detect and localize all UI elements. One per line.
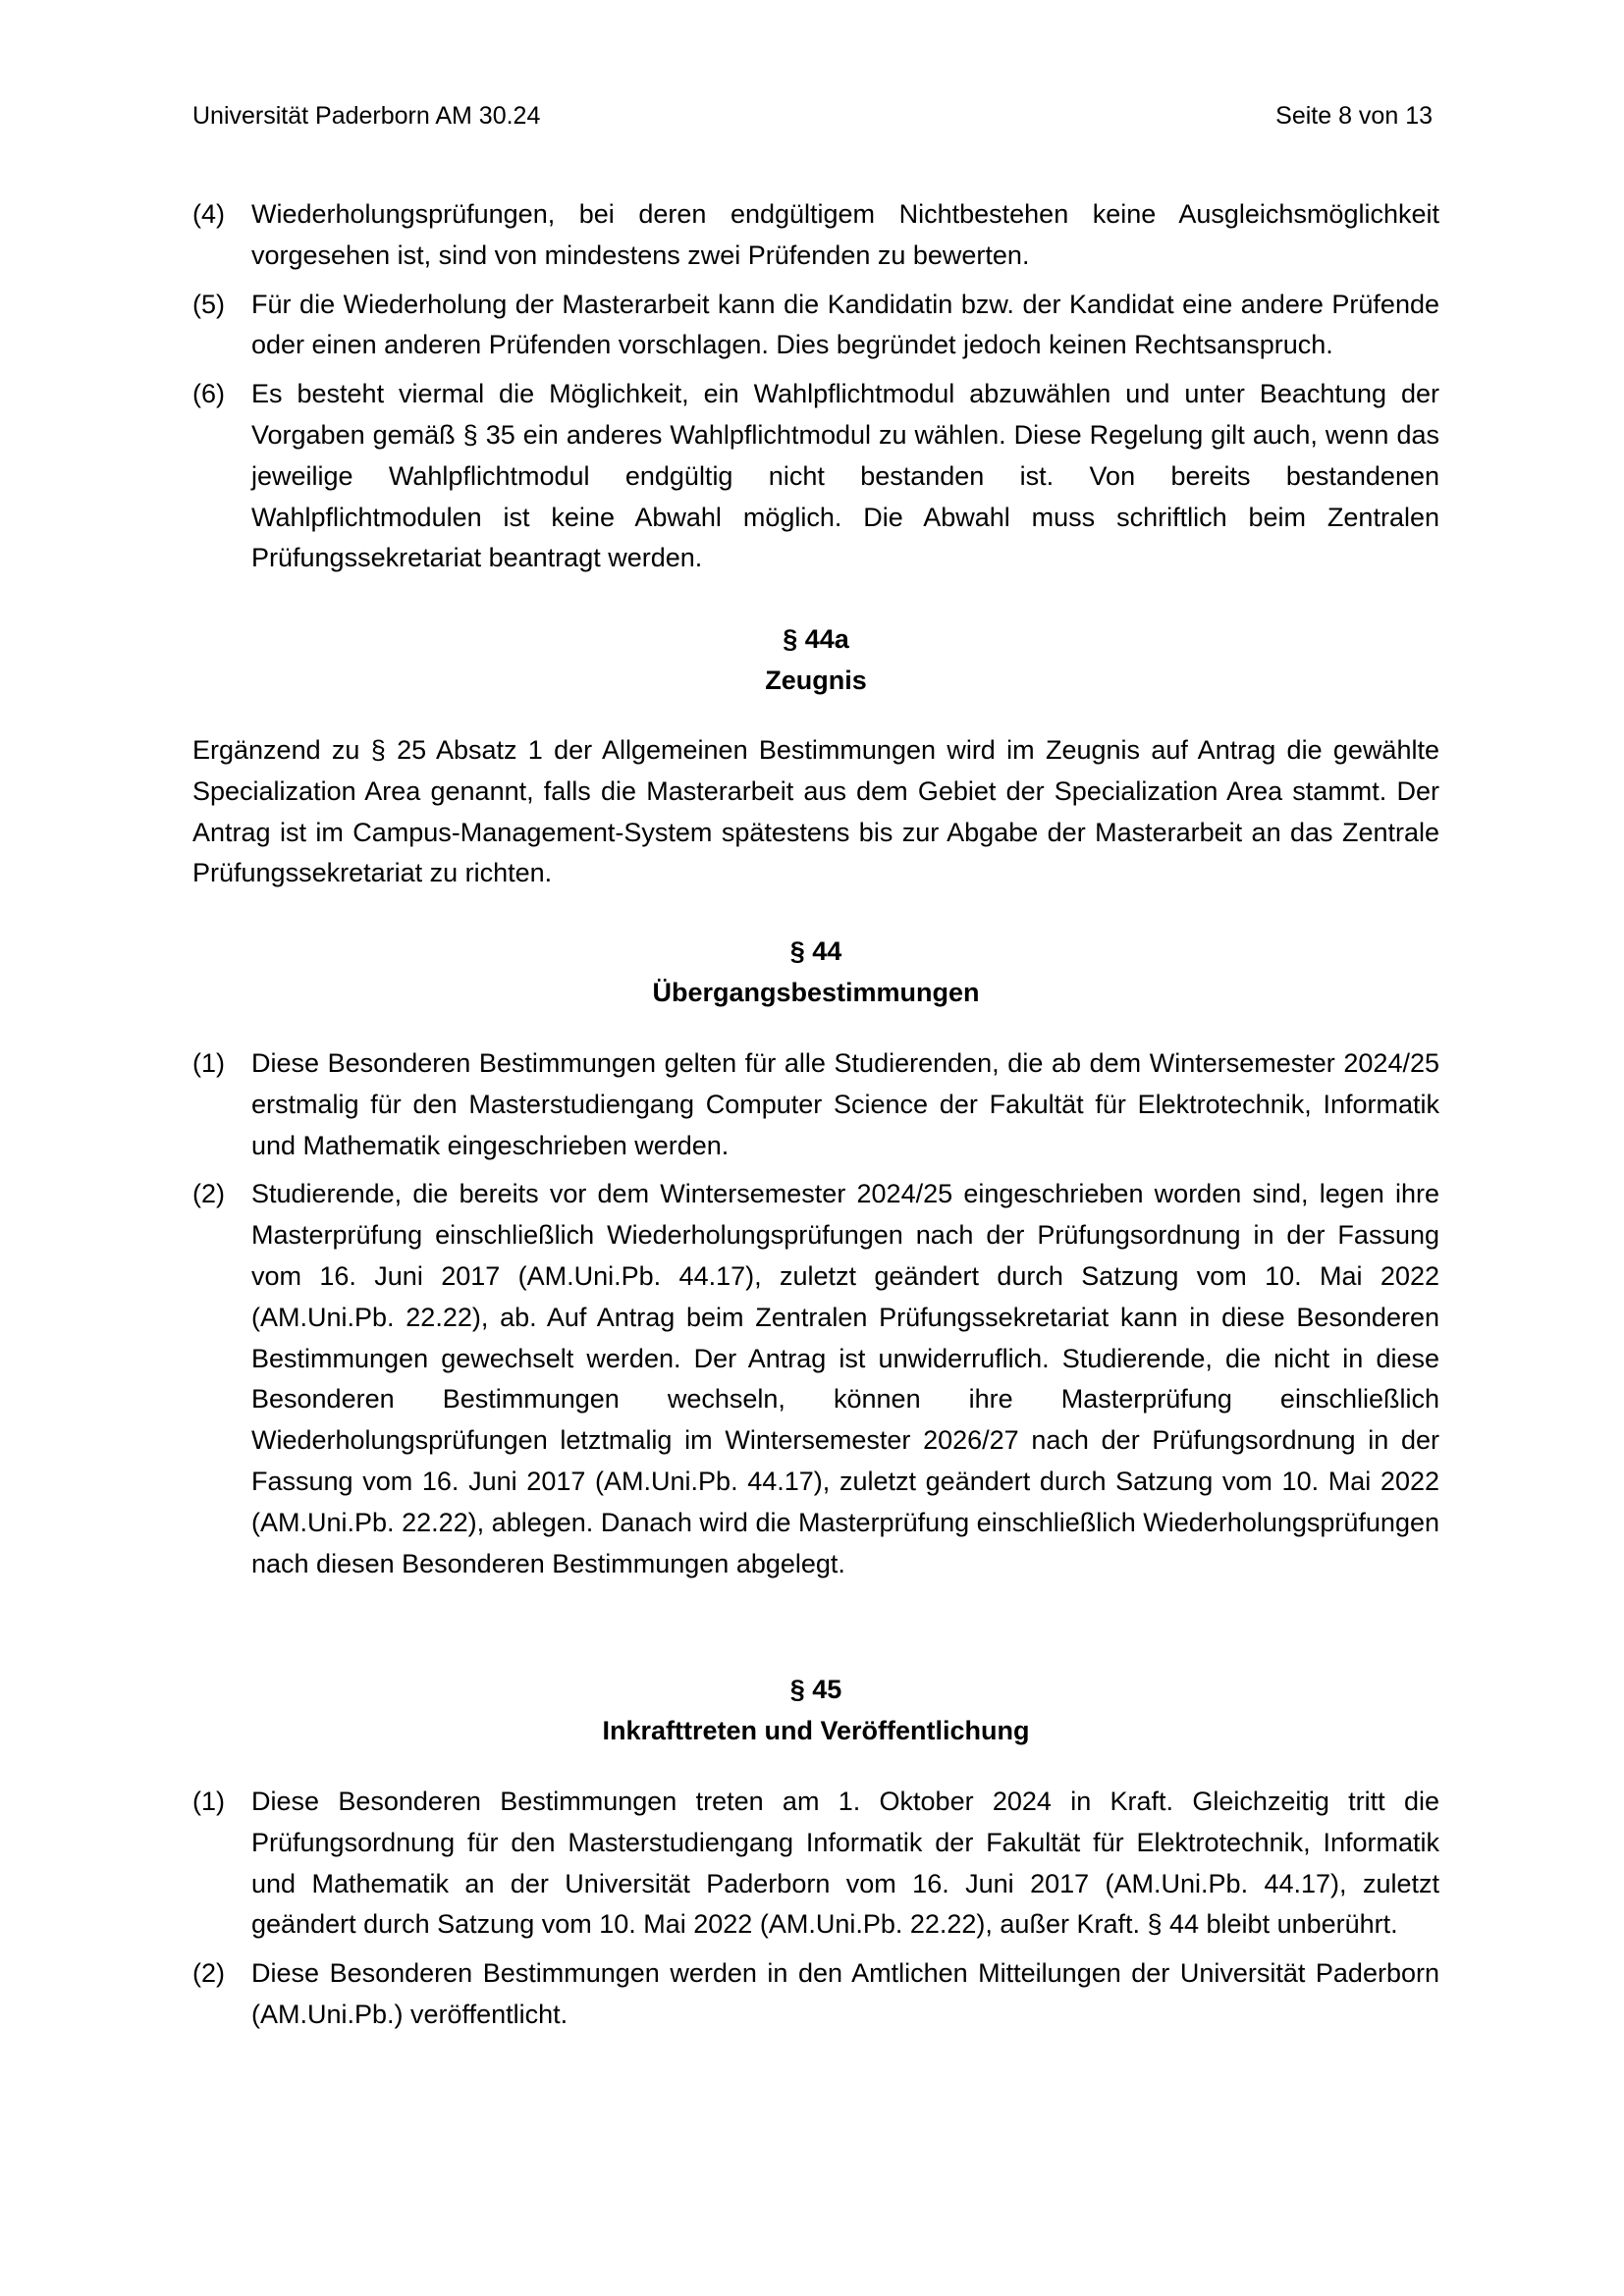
section-heading-44a xyxy=(192,618,1439,701)
section-44a-body xyxy=(192,730,1439,894)
section-heading-45 xyxy=(192,1669,1439,1751)
section-number: § 44a xyxy=(783,624,849,654)
header-publication: Universität Paderborn AM 30.24 xyxy=(192,102,541,130)
item-number: (2) xyxy=(192,1958,225,1989)
item-number: (2) xyxy=(192,1179,225,1209)
list-item xyxy=(192,1043,1439,1166)
item-text: Diese Besonderen Bestimmungen gelten für alle Studierenden, die ab dem Wintersemester 2024/25 erstmalig für den Masterstudiengang Computer Science der Fakultät für Elektrotechnik, Informatik und Mathematik eingeschrieben werden. xyxy=(251,1048,1439,1160)
item-text: Diese Besonderen Bestimmungen werden in den Amtlichen Mitteilungen der Universität Paderborn (AM.Uni.Pb.) veröffentlicht. xyxy=(251,1958,1439,2029)
item-text: Wiederholungsprüfungen, bei deren endgültigem Nichtbestehen keine Ausgleichsmöglichkeit vorgesehen ist, sind von mindestens zwei Prüfenden zu bewerten. xyxy=(251,199,1439,270)
item-text: Diese Besonderen Bestimmungen treten am 1. Oktober 2024 in Kraft. Gleichzeitig tritt die Prüfungsordnung für den Masterstudiengang Informatik der Fakultät für Elektrotechnik, Informatik und Mathematik an der Universität Paderborn vom 16. Juni 2017 (AM.Uni.Pb. 44.17), zuletzt geändert durch Satzung vom 10. Mai 2022 (AM.Uni.Pb. 22.22), außer Kraft. § 44 bleibt unberührt. xyxy=(251,1787,1439,1940)
item-text: Es besteht viermal die Möglichkeit, ein Wahlpflichtmodul abzuwählen und unter Beachtung der Vorgaben gemäß § 35 ein anderes Wahlpflichtmodul zu wählen. Diese Regelung gilt auch, wenn das jeweilige Wahlpflichtmodul endgültig nicht bestanden ist. Von bereits bestandenen Wahlpflichtmodulen ist keine Abwahl möglich. Die Abwahl muss schriftlich beim Zentralen Prüfungssekretariat beantragt werden. xyxy=(251,379,1439,573)
list-item xyxy=(192,1953,1439,2036)
paragraph-text: Ergänzend zu § 25 Absatz 1 der Allgemeinen Bestimmungen wird im Zeugnis auf Antrag die gewählte Specialization Area genannt, falls die Masterarbeit aus dem Gebiet der Specialization Area stammt. Der Antrag ist im Campus-Management-System spätestens bis zur Abgabe der Masterarbeit an das Zentrale Prüfungssekretariat zu richten. xyxy=(192,735,1439,888)
item-number: (1) xyxy=(192,1048,225,1078)
header-page-number: Seite 8 von 13 xyxy=(1275,102,1433,130)
item-text: Für die Wiederholung der Masterarbeit kann die Kandidatin bzw. der Kandidat eine andere Prüfende oder einen anderen Prüfenden vorschlagen. Dies begründet jedoch keinen Rechtsanspruch. xyxy=(251,289,1439,360)
section-title: Übergangsbestimmungen xyxy=(652,978,980,1007)
paragraph-list-continued xyxy=(192,194,1439,579)
section-number: § 44 xyxy=(789,936,842,966)
item-number: (1) xyxy=(192,1787,225,1816)
list-item xyxy=(192,374,1439,579)
section-number: § 45 xyxy=(789,1675,842,1704)
item-number: (4) xyxy=(192,199,225,229)
section-45-body xyxy=(192,1782,1439,2036)
list-item xyxy=(192,285,1439,367)
section-title: Zeugnis xyxy=(765,666,867,695)
section-heading-44 xyxy=(192,931,1439,1013)
list-item xyxy=(192,1174,1439,1584)
item-number: (5) xyxy=(192,289,225,319)
list-item xyxy=(192,1782,1439,1946)
list-item xyxy=(192,194,1439,277)
page-header xyxy=(192,100,1433,132)
section-44-body xyxy=(192,1043,1439,1584)
item-number: (6) xyxy=(192,379,225,409)
section-title: Inkrafttreten und Veröffentlichung xyxy=(602,1716,1030,1745)
item-text: Studierende, die bereits vor dem Wintersemester 2024/25 eingeschrieben worden sind, legen ihre Masterprüfung einschließlich Wiederholungsprüfungen nach der Prüfungsordnung in der Fassung vom 16. Juni 2017 (AM.Uni.Pb. 44.17), zuletzt geändert durch Satzung vom 10. Mai 2022 (AM.Uni.Pb. 22.22), ab. Auf Antrag beim Zentralen Prüfungssekretariat kann in diese Besonderen Bestimmungen gewechselt werden. Der Antrag ist unwiderruflich. Studierende, die nicht in diese Besonderen Bestimmungen wechseln, können ihre Masterprüfung einschließlich Wiederholungsprüfungen letztmalig im Wintersemester 2026/27 nach der Prüfungsordnung in der Fassung vom 16. Juni 2017 (AM.Uni.Pb. 44.17), zuletzt geändert durch Satzung vom 10. Mai 2022 (AM.Uni.Pb. 22.22), ablegen. Danach wird die Masterprüfung einschließlich Wiederholungsprüfungen nach diesen Besonderen Bestimmungen abgelegt. xyxy=(251,1179,1439,1578)
